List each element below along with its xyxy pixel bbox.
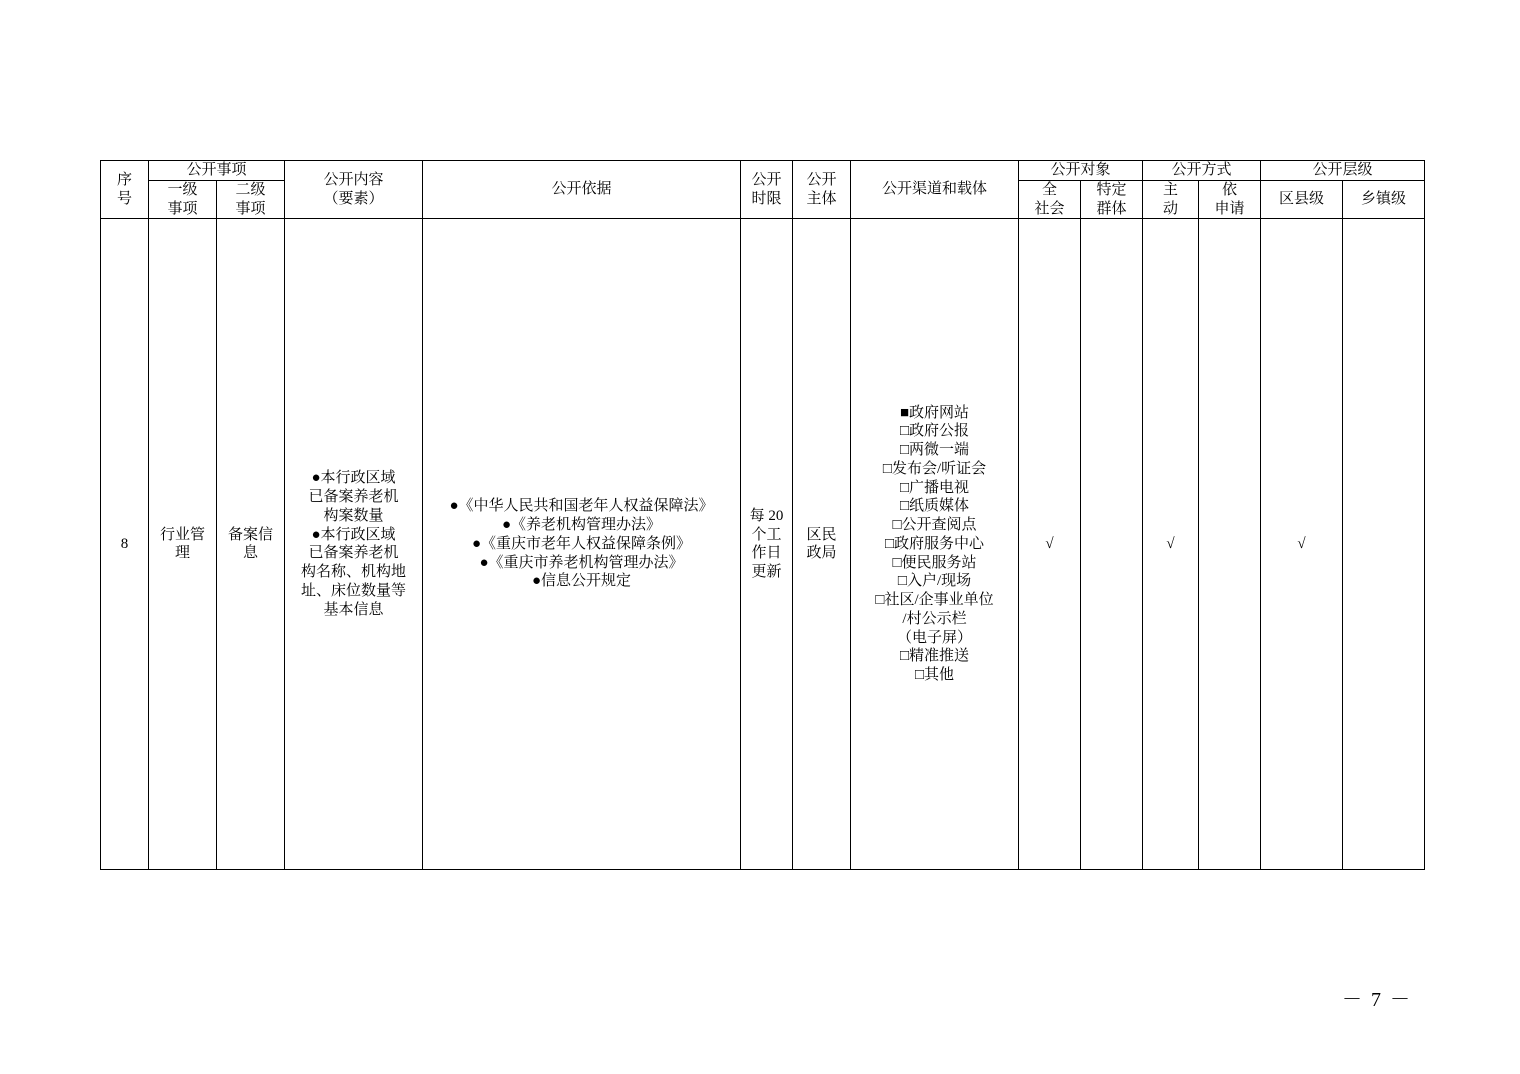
table-body [101, 219, 1425, 870]
header-basis: 公开依据 [423, 161, 741, 219]
deadline-line: 每 20 [749, 507, 784, 524]
cell-audience-all: √ [1019, 219, 1081, 870]
content-line: 构案数量 [323, 507, 384, 524]
header-row-1 [101, 161, 1425, 181]
cell-content [285, 219, 423, 870]
header-channel: 公开渠道和载体 [851, 161, 1019, 219]
channel-option[interactable] [851, 666, 1018, 685]
channel-option[interactable] [851, 572, 1018, 591]
checkbox-empty-icon[interactable]: □ [899, 442, 910, 459]
checkbox-empty-icon[interactable]: □ [884, 535, 895, 552]
channel-label: 其他 [924, 667, 955, 684]
header-seq: 序 号 [101, 161, 149, 219]
checkbox-empty-icon[interactable]: □ [892, 554, 902, 571]
cell-deadline [741, 219, 793, 870]
cell-method-request [1199, 219, 1261, 870]
content-line: ●本行政区域 [311, 470, 396, 487]
channel-option[interactable] [851, 535, 1018, 554]
header-method-group: 公开方式 [1143, 161, 1261, 181]
checkbox-empty-icon[interactable]: □ [897, 573, 907, 590]
cell-level-district: √ [1261, 219, 1343, 870]
channel-option[interactable] [851, 647, 1018, 666]
header-method-request: 依 申请 [1199, 180, 1261, 219]
checkbox-empty-icon[interactable]: □ [892, 517, 902, 534]
checkbox-empty-icon[interactable]: □ [899, 648, 910, 665]
subject-line: 区民 [806, 526, 837, 543]
channel-label: 政府服务中心 [894, 535, 985, 552]
content-line: 已备案养老机 [308, 545, 399, 562]
channel-option[interactable] [851, 591, 1018, 610]
channel-label: 社区/企事业单位 [884, 592, 994, 609]
deadline-line: 作日 [751, 545, 782, 562]
channel-label: 公开查阅点 [901, 517, 977, 534]
channel-option[interactable] [851, 554, 1018, 573]
header-method-active: 主 动 [1143, 180, 1199, 219]
checkbox-filled-icon[interactable]: ■ [899, 404, 910, 421]
cell-subject [793, 219, 851, 870]
header-level-town: 乡镇级 [1343, 180, 1425, 219]
header-level-group: 公开层级 [1261, 161, 1425, 181]
channel-label-cont: /村公示栏 [902, 610, 967, 627]
basis-item: ●《中华人民共和国老年人权益保障法》 [449, 498, 714, 515]
header-audience-specific: 特定 群体 [1081, 180, 1143, 219]
header-matter-group: 公开事项 [149, 161, 285, 181]
channel-label: 两微一端 [909, 442, 970, 459]
channel-option[interactable] [851, 404, 1018, 423]
basis-item: ●《重庆市养老机构管理办法》 [479, 554, 684, 571]
channel-option[interactable] [851, 497, 1018, 516]
channel-option[interactable] [851, 422, 1018, 441]
channel-option[interactable] [851, 441, 1018, 460]
content-line: ●本行政区域 [311, 526, 396, 543]
header-content: 公开内容 （要素） [285, 161, 423, 219]
channel-label: 政府网站 [909, 404, 970, 421]
channel-label: 便民服务站 [901, 554, 977, 571]
content-line: 基本信息 [323, 601, 384, 618]
checkbox-empty-icon[interactable]: □ [899, 423, 910, 440]
channel-label: 政府公报 [909, 423, 970, 440]
channel-label: 精准推送 [909, 648, 970, 665]
content-line: 址、床位数量等 [301, 582, 407, 599]
header-matter-level1: 一级 事项 [149, 180, 217, 219]
cell-audience-specific [1081, 219, 1143, 870]
checkbox-empty-icon[interactable]: □ [875, 592, 885, 609]
content-line: 构名称、机构地 [301, 564, 407, 580]
cell-level2: 备案信 息 [217, 219, 285, 870]
content-line: 已备案养老机 [308, 489, 399, 505]
page-number: － 7 － [1342, 989, 1412, 1011]
channel-option[interactable] [851, 516, 1018, 535]
table-row [101, 219, 1425, 870]
header-audience-all: 全 社会 [1019, 180, 1081, 219]
cell-method-active: √ [1143, 219, 1199, 870]
header-audience-group: 公开对象 [1019, 161, 1143, 181]
header-subject: 公开 主体 [793, 161, 851, 219]
basis-item: ●《重庆市老年人权益保障条例》 [471, 535, 692, 552]
checkbox-empty-icon[interactable]: □ [899, 479, 910, 496]
header-matter-level2: 二级 事项 [217, 180, 285, 219]
channel-label: 纸质媒体 [909, 498, 970, 515]
checkbox-empty-icon[interactable]: □ [882, 460, 892, 477]
channel-label-cont: （电子屏） [897, 629, 973, 646]
channel-label: 广播电视 [909, 479, 970, 496]
channel-option[interactable] [851, 479, 1018, 498]
cell-channel [851, 219, 1019, 870]
cell-seq: 8 [101, 219, 149, 870]
checkbox-empty-icon[interactable]: □ [899, 498, 910, 515]
deadline-line: 更新 [751, 564, 782, 580]
deadline-line: 个工 [751, 526, 782, 543]
checkbox-empty-icon[interactable]: □ [914, 667, 925, 684]
channel-label: 发布会/听证会 [891, 460, 987, 477]
subject-line: 政局 [806, 545, 837, 562]
cell-level-town [1343, 219, 1425, 870]
channel-option[interactable] [851, 460, 1018, 479]
cell-basis [423, 219, 741, 870]
header-level-district: 区县级 [1261, 180, 1343, 219]
basis-item: ●《养老机构管理办法》 [501, 517, 662, 534]
table-header [101, 161, 1425, 219]
cell-level1: 行业管 理 [149, 219, 217, 870]
channel-label: 入户/现场 [906, 573, 972, 590]
basis-item: ●信息公开规定 [531, 573, 632, 590]
disclosure-table [100, 160, 1425, 870]
header-deadline: 公开 时限 [741, 161, 793, 219]
